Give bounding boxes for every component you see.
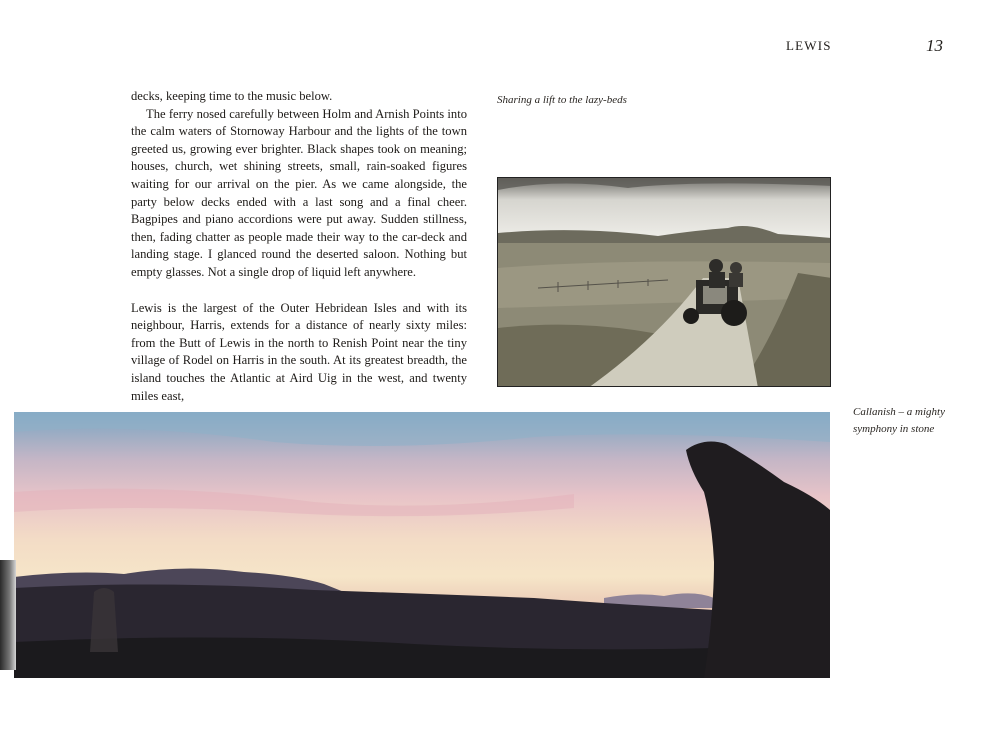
paragraph-1: decks, keeping time to the music below. (131, 89, 333, 103)
upper-sky-cloud (14, 412, 830, 446)
tractor-scene (498, 178, 831, 387)
page-number: 13 (926, 36, 943, 55)
running-head: LEWIS (786, 38, 832, 53)
callanish-scene (14, 412, 830, 678)
photo-callanish-standing-stone (14, 412, 830, 678)
caption-tractor: Sharing a lift to the lazy-beds (497, 94, 627, 106)
caption-callanish-line2: symphony in stone (853, 423, 935, 435)
paragraph-3: Lewis is the largest of the Outer Hebridean Isles and with its neighbour, Harris, extends for a distance of nearly sixty miles: from the Butt of Lewis in the north to Renish Point near the tiny village of Rodel on Harris in the south. At its greatest breadth, the island touches the Atlantic at Aird Uig in the west, and twenty miles east, (131, 300, 467, 403)
caption-callanish-line1: Callanish – a mighty (853, 406, 945, 418)
pink-cloud-band (14, 489, 574, 517)
paragraph-2: The ferry nosed carefully between Holm and Arnish Points into the calm waters of Stornoway Harbour and the lights of the town greeted us, growing ever brighter. Black shapes took on meaning; houses, church, wet shining streets, small, rain-soaked figures waiting for our arrival on the pier. As we came alongside, the party below decks ended with a last song and a final cheer. Bagpipes and piano accordions were put away. Sudden stillness, then, fading chatter as people made their way to the car-deck and landing stage. I glanced round the deserted saloon. Nothing but empty glasses. Not a single drop of liquid left anywhere. (131, 106, 467, 279)
page-curl-edge (0, 560, 16, 670)
body-text-column (131, 88, 467, 405)
caption-callanish (853, 404, 963, 438)
photo-tractor-on-road (497, 177, 831, 387)
small-stone (90, 588, 118, 652)
